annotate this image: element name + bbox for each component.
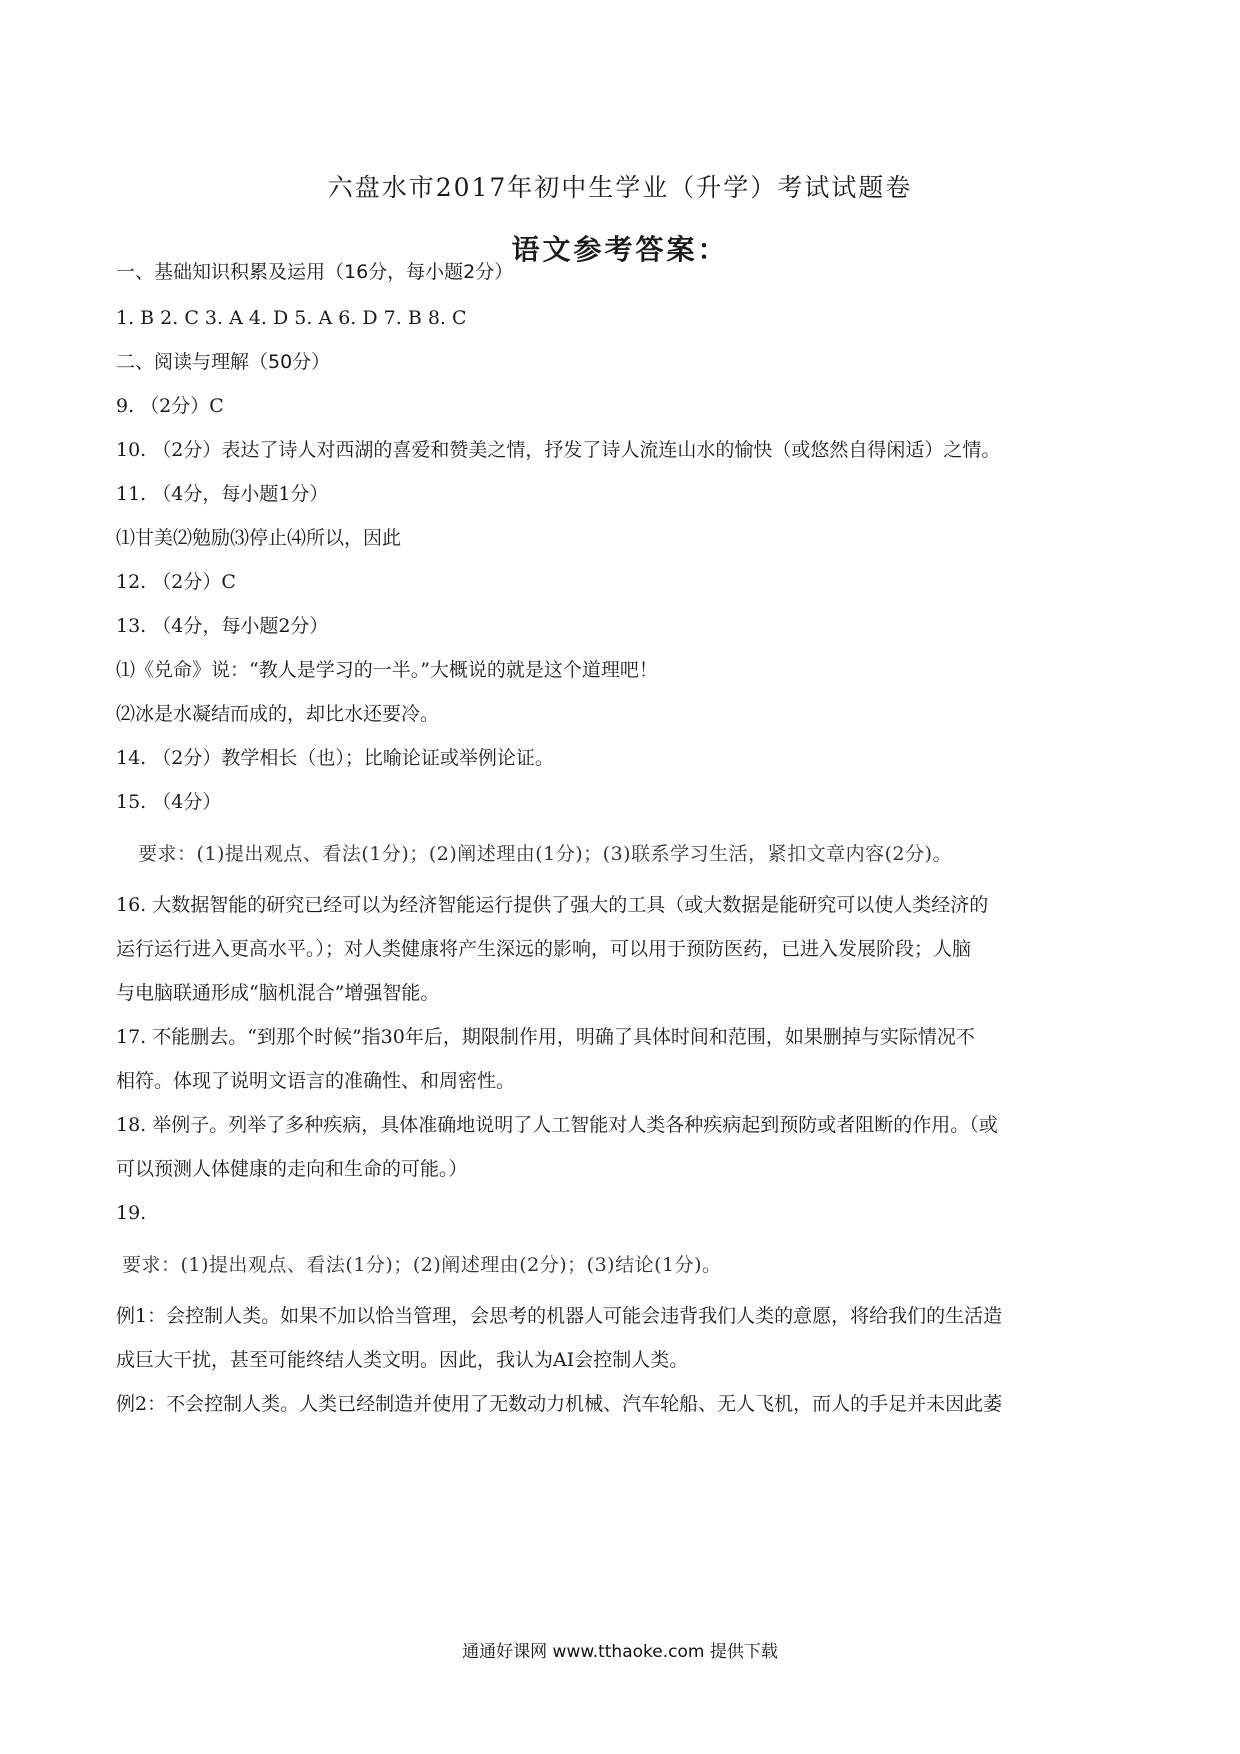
document-title: 六盘水市2017年初中生学业（升学）考试试题卷 [327,173,913,202]
section-heading-2: 二、阅读与理解（50分） [116,351,331,373]
answer-line: 成巨大干扰，甚至可能终结人类文明。因此，我认为AI会控制人类。 [116,1349,689,1371]
answer-line: ⑵冰是水凝结而成的，却比水还要冷。 [116,703,440,725]
answer-line: 例2：不会控制人类。人类已经制造并使用了无数动力机械、汽车轮船、无人飞机，而人的手足并未因此萎 [116,1393,1003,1415]
answer-line: 13. （4分，每小题2分） [116,615,329,637]
answer-line: 12. （2分）C [116,571,236,593]
answer-line: ⑴《兑命》说：“教人是学习的一半。”大概说的就是这个道理吧！ [116,659,658,681]
answer-line: ⑴甘美⑵勉励⑶停止⑷所以，因此 [116,527,402,549]
document-subtitle: 语文参考答案： [511,233,729,266]
scoring-requirement: 要求：(1)提出观点、看法(1分)；(2)阐述理由(1分)；(3)联系学习生活，紧扣文章内容(2分)。 [138,843,952,865]
answer-line: 与电脑联通形成“脑机混合”增强智能。 [116,982,440,1004]
answer-line: 16. 大数据智能的研究已经可以为经济智能运行提供了强大的工具（或大数据是能研究可以使人类经济的 [116,894,989,916]
scoring-requirement: 要求：(1)提出观点、看法(1分)；(2)阐述理由(2分)；(3)结论(1分)。 [122,1254,722,1276]
answer-line: 15. （4分） [116,791,222,813]
answer-line: 运行运行进入更高水平。）；对人类健康将产生深远的影响，可以用于预防医药，已进入发展阶段；人脑 [116,938,972,960]
answer-line: 相符。体现了说明文语言的准确性、和周密性。 [116,1070,516,1092]
answer-line: 11. （4分，每小题1分） [116,483,329,505]
answer-line: 1. B 2. C 3. A 4. D 5. A 6. D 7. B 8. C [116,307,467,329]
answer-line: 10. （2分）表达了诗人对西湖的喜爱和赞美之情，抒发了诗人流连山水的愉快（或悠然自得闲适）之情。 [116,439,1001,461]
answer-line: 9. （2分）C [116,395,224,417]
section-heading-1: 一、基础知识积累及运用（16分，每小题2分） [116,261,514,283]
answer-line: 14. （2分）教学相长（也）；比喻论证或举例论证。 [116,747,554,769]
answer-line: 可以预测人体健康的走向和生命的可能。） [116,1158,468,1180]
answer-line: 18. 举例子。列举了多种疾病，具体准确地说明了人工智能对人类各种疾病起到预防或者阻断的作用。（或 [116,1114,998,1136]
answer-line: 17. 不能删去。“到那个时候”指30年后，期限制作用，明确了具体时间和范围，如果删掉与实际情况不 [116,1026,975,1048]
footer-source: 通通好课网 www.tthaoke.com 提供下载 [462,1642,778,1662]
answer-line: 19. [116,1202,147,1224]
answer-line: 例1：会控制人类。如果不加以恰当管理，会思考的机器人可能会违背我们人类的意愿，将给我们的生活造 [116,1305,1003,1327]
